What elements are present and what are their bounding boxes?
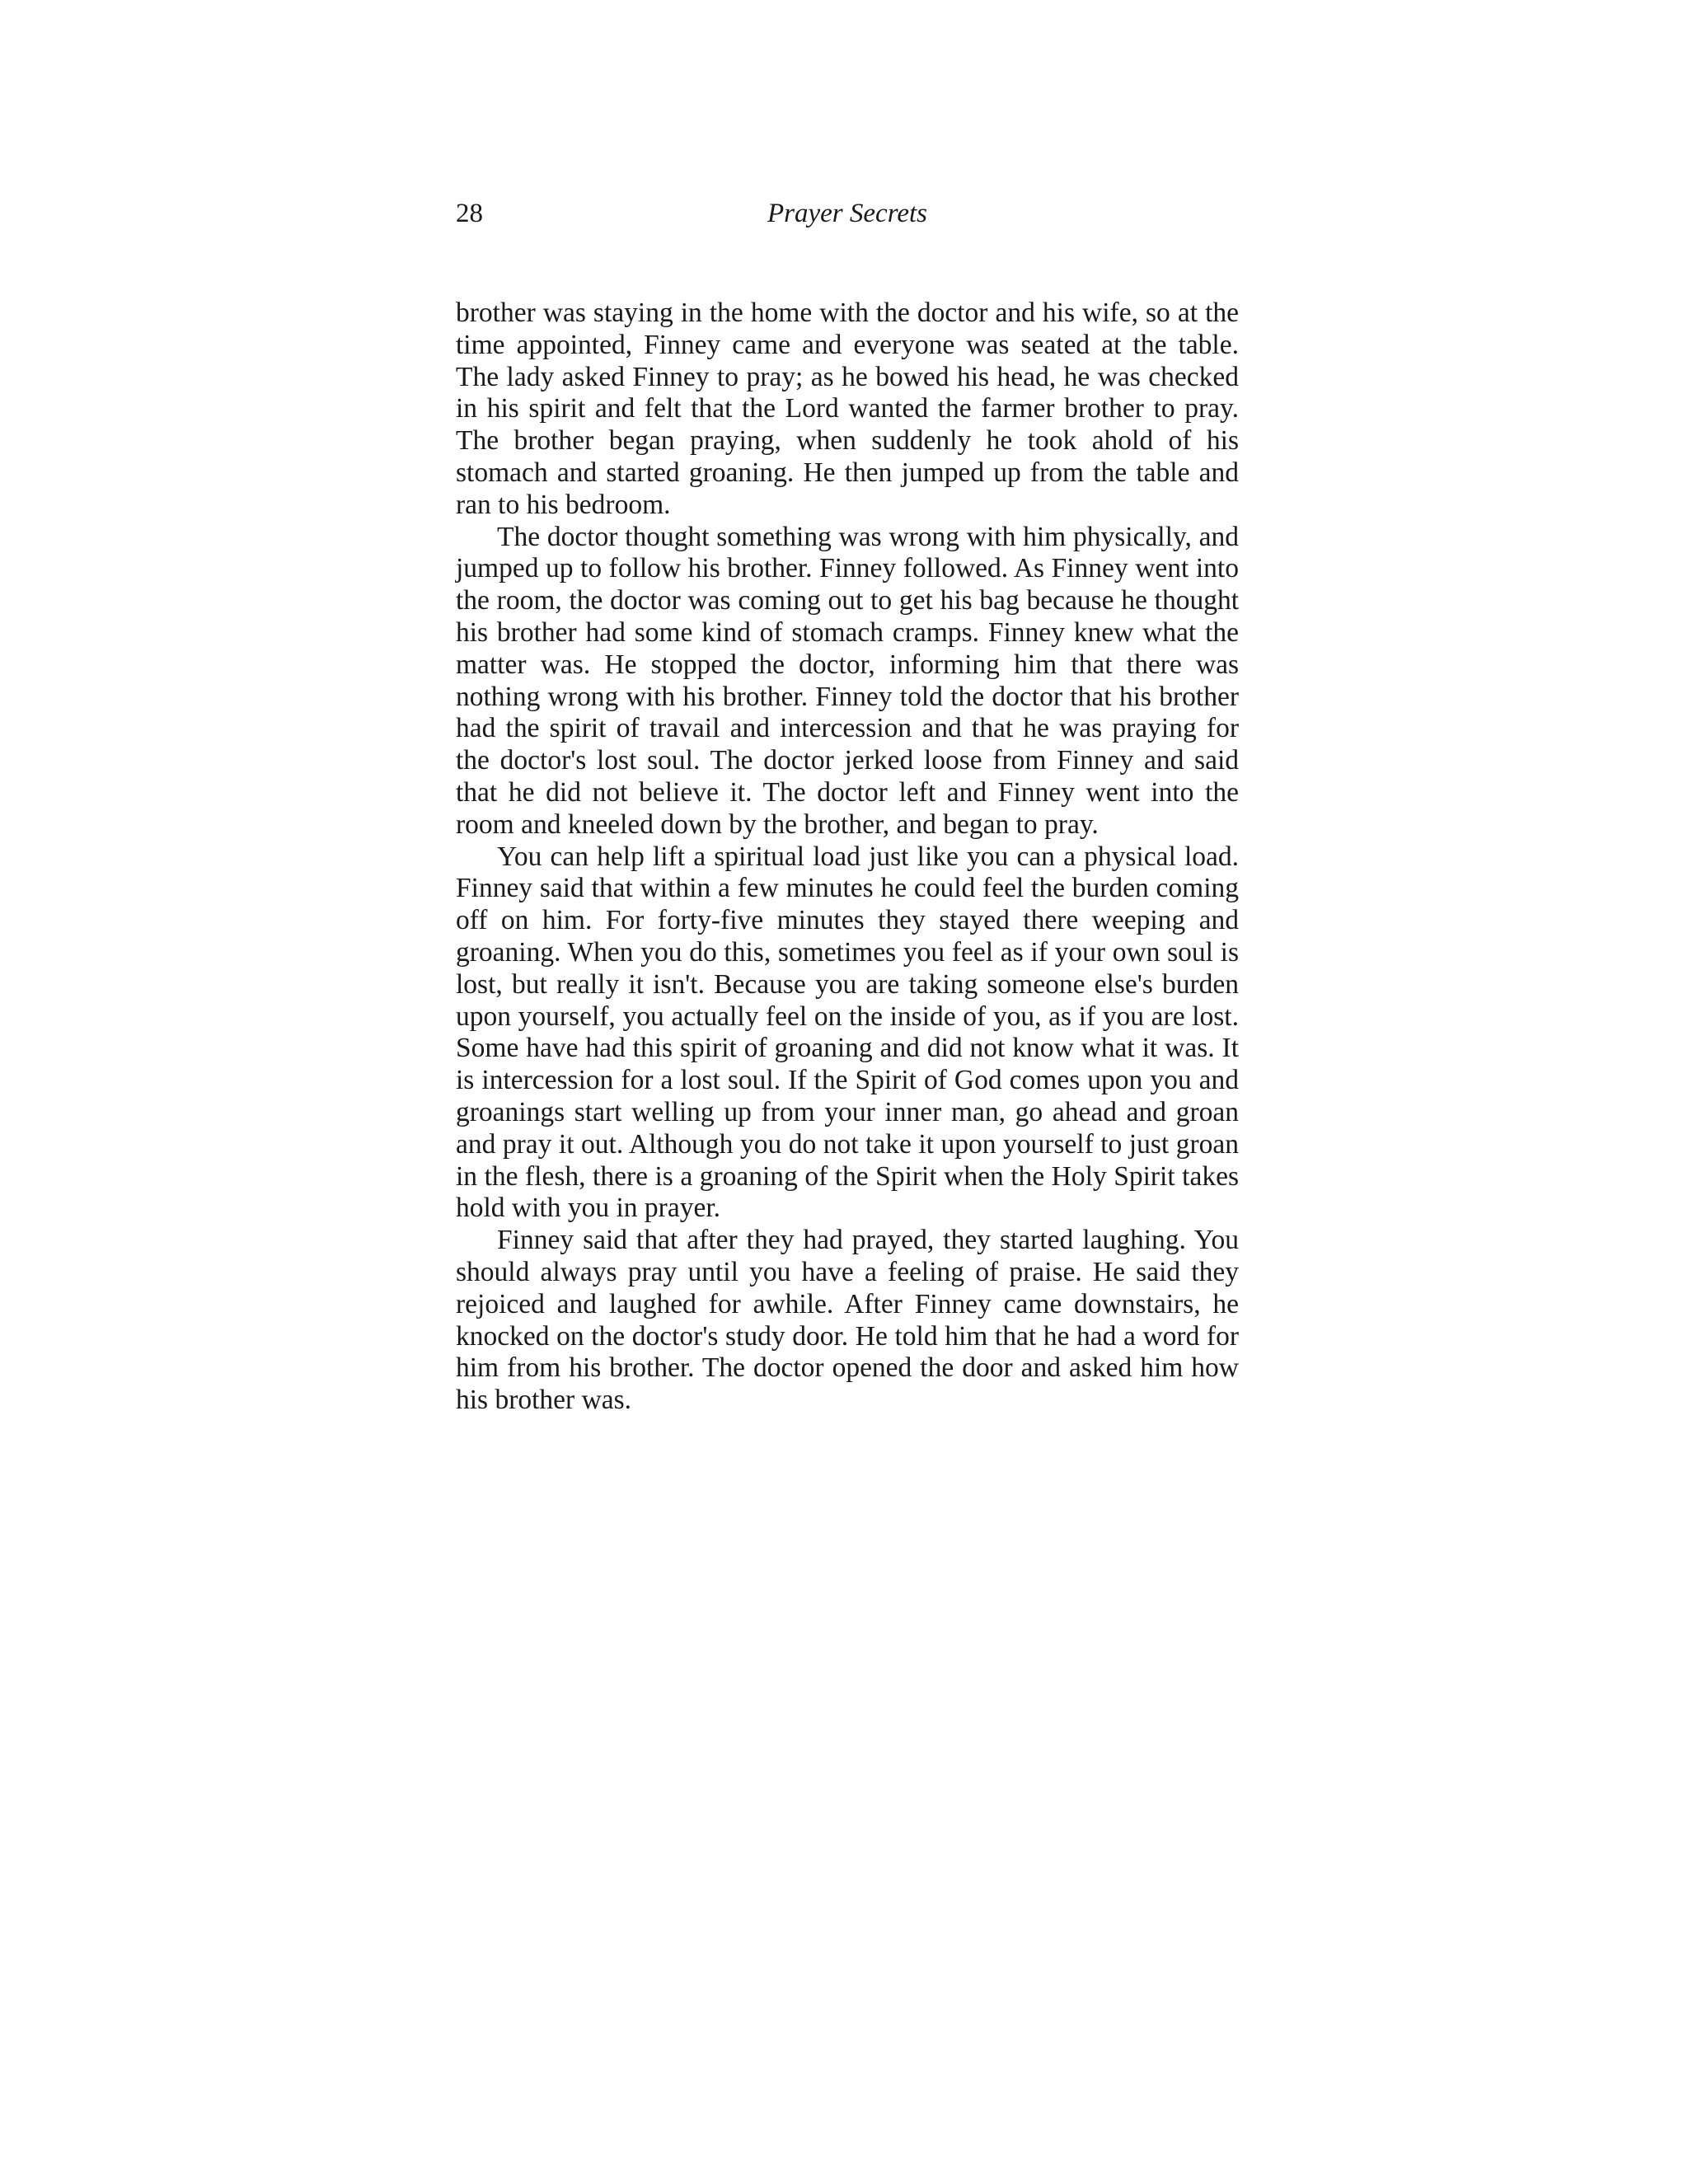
body-text [456,298,1239,1417]
running-head [456,194,1239,232]
page-number: 28 [456,199,483,228]
paragraph: Finney said that after they had prayed, they started laughing. You should always pray until you have a feeling of praise. He said they rejoiced and laughed for awhile. After Finney came downstairs, he knocked on the doctor's study door. He told him that he had a word for him from his brother. The doctor opened the door and asked him how his brother was. [456,1225,1239,1416]
paragraph: The doctor thought something was wrong with him physically, and jumped up to follow his brother. Finney followed. As Finney went into the room, the doctor was coming out to get his bag because he thought his brother had some kind of stomach cramps. Finney knew what the matter was. He stopped the doctor, informing him that there was nothing wrong with his brother. Finney told the doctor that his brother had the spirit of travail and intercession and that he was praying for the doctor's lost soul. The doctor jerked loose from Finney and said that he did not believe it. The doctor left and Finney went into the room and kneeled down by the brother, and began to pray. [456,521,1239,840]
running-title: Prayer Secrets [767,199,927,228]
paragraph: brother was staying in the home with the doctor and his wife, so at the time appointed, Finney came and everyone was seated at the table. The lady asked Finney to pray; as he bowed his head, he was checked in his spirit and felt that the Lord wanted the farmer brother to pray. The brother began praying, when suddenly he took ahold of his stomach and started groaning. He then jumped up from the table and ran to his bedroom. [456,298,1239,520]
paragraph: You can help lift a spiritual load just like you can a physical load. Finney said that within a few minutes he could feel the burden coming off on him. For forty-five minutes they stayed there weeping and groaning. When you do this, sometimes you feel as if your own soul is lost, but really it isn't. Because you are taking someone else's burden upon yourself, you actually feel on the inside of you, as if you are lost. Some have had this spirit of groaning and did not know what it was. It is intercession for a lost soul. If the Spirit of God comes upon you and groanings start welling up from your inner man, go ahead and groan and pray it out. Although you do not take it upon yourself to just groan in the flesh, there is a groaning of the Spirit when the Holy Spirit takes hold with you in prayer. [456,841,1239,1224]
